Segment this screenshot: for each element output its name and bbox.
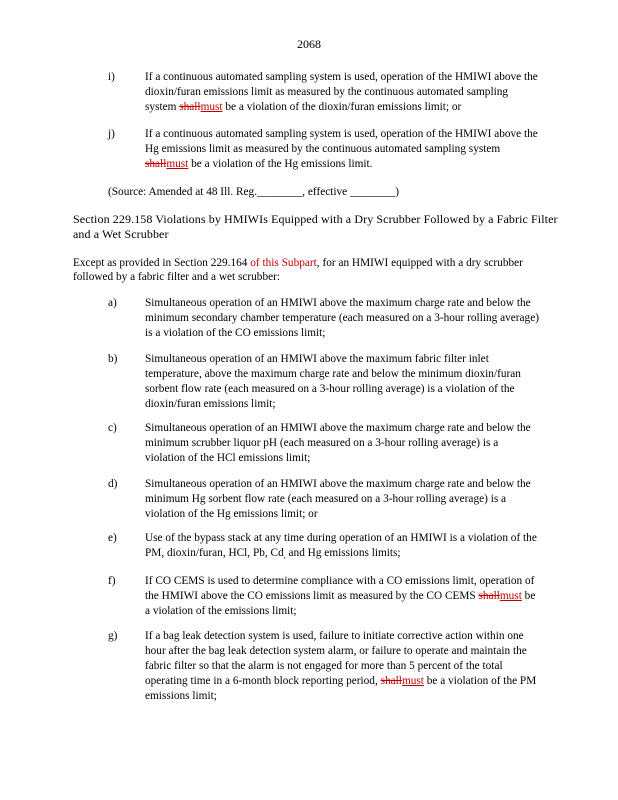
section-heading: Section 229.158 Violations by HMIWIs Equipped with a Dry Scrubber Followed by a Fabric Filter and a Wet Scrubber bbox=[73, 212, 558, 241]
item-label: d) bbox=[108, 478, 118, 490]
inserted-phrase: of this Subpart bbox=[250, 257, 317, 269]
item-text: If a continuous automated sampling system is used, operation of the HMIWI above the Hg emissions limit as measured by the continuous automated sampling system shallmust be a violation of the Hg emissions limit. bbox=[145, 128, 538, 170]
item-label: c) bbox=[108, 422, 117, 434]
item-text: If a bag leak detection system is used, failure to initiate corrective action within one hour after the bag leak detection system alarm, or failure to operate and maintain the fabric filter so that the alarm is not engaged for more than 5 percent of the total operating time in a 6-month block reporting period, shallmust be a violation of the PM emissions limit; bbox=[145, 630, 537, 702]
item-label: i) bbox=[108, 71, 115, 83]
inserted-text: must bbox=[499, 590, 522, 602]
item-label: b) bbox=[108, 353, 118, 365]
source-note: (Source: Amended at 48 Ill. Reg.________, effective ________) bbox=[108, 186, 399, 198]
deleted-text: shall bbox=[179, 101, 201, 113]
item-text: Simultaneous operation of an HMIWI above the maximum charge rate and below the minimum scrubber liquor pH (each measured on a 3-hour rolling average) is a violation of the HCl emissions limit; bbox=[145, 422, 531, 464]
item-label: j) bbox=[108, 128, 115, 140]
item-text: Use of the bypass stack at any time during operation of an HMIWI is a violation of the PM, dioxin/furan, HCl, Pb, $Cd_,$ and Hg emissions limits; bbox=[145, 532, 537, 560]
deleted-text: shall bbox=[380, 675, 402, 687]
intro-paragraph: Except as provided in Section 229.164 of this Subpart, for an HMIWI equipped with a dry scrubber followed by a fabric filter and a wet scrubber: bbox=[73, 257, 523, 283]
item-label: e) bbox=[108, 532, 117, 544]
inserted-text: must bbox=[166, 158, 189, 170]
item-text: If CO CEMS is used to determine compliance with a CO emissions limit, operation of the HMIWI above the CO emissions limit as measured by the CO CEMS shallmust be a violation of the emissions limit; bbox=[145, 575, 536, 617]
item-text: Simultaneous operation of an HMIWI above the maximum charge rate and below the minimum secondary chamber temperature (each measured on a 3-hour rolling average) is a violation of the CO emissions limit; bbox=[145, 297, 539, 339]
item-text: Simultaneous operation of an HMIWI above the maximum fabric filter inlet temperature, above the maximum charge rate and below the minimum dioxin/furan sorbent flow rate (each measured on a 3-hour rolling average) is a violation of the dioxin/furan emissions limit; bbox=[145, 353, 521, 410]
inserted-text: must bbox=[401, 675, 424, 687]
deleted-text: shall bbox=[145, 158, 167, 170]
item-label: a) bbox=[108, 297, 117, 309]
page-number: 2068 bbox=[297, 37, 321, 51]
inserted-text: must bbox=[200, 101, 223, 113]
deleted-text: shall bbox=[478, 590, 500, 602]
item-text: If a continuous automated sampling system is used, operation of the HMIWI above the dioxin/furan emissions limit as measured by the continuous automated sampling system shallmust be a violation of the dioxin/furan emissions limit; or bbox=[145, 71, 538, 113]
item-label: f) bbox=[108, 575, 116, 587]
item-text: Simultaneous operation of an HMIWI above the maximum charge rate and below the minimum Hg sorbent flow rate (each measured on a 3-hour rolling average) is a violation of the Hg emissions limit; or bbox=[145, 478, 531, 520]
item-label: g) bbox=[108, 630, 118, 642]
